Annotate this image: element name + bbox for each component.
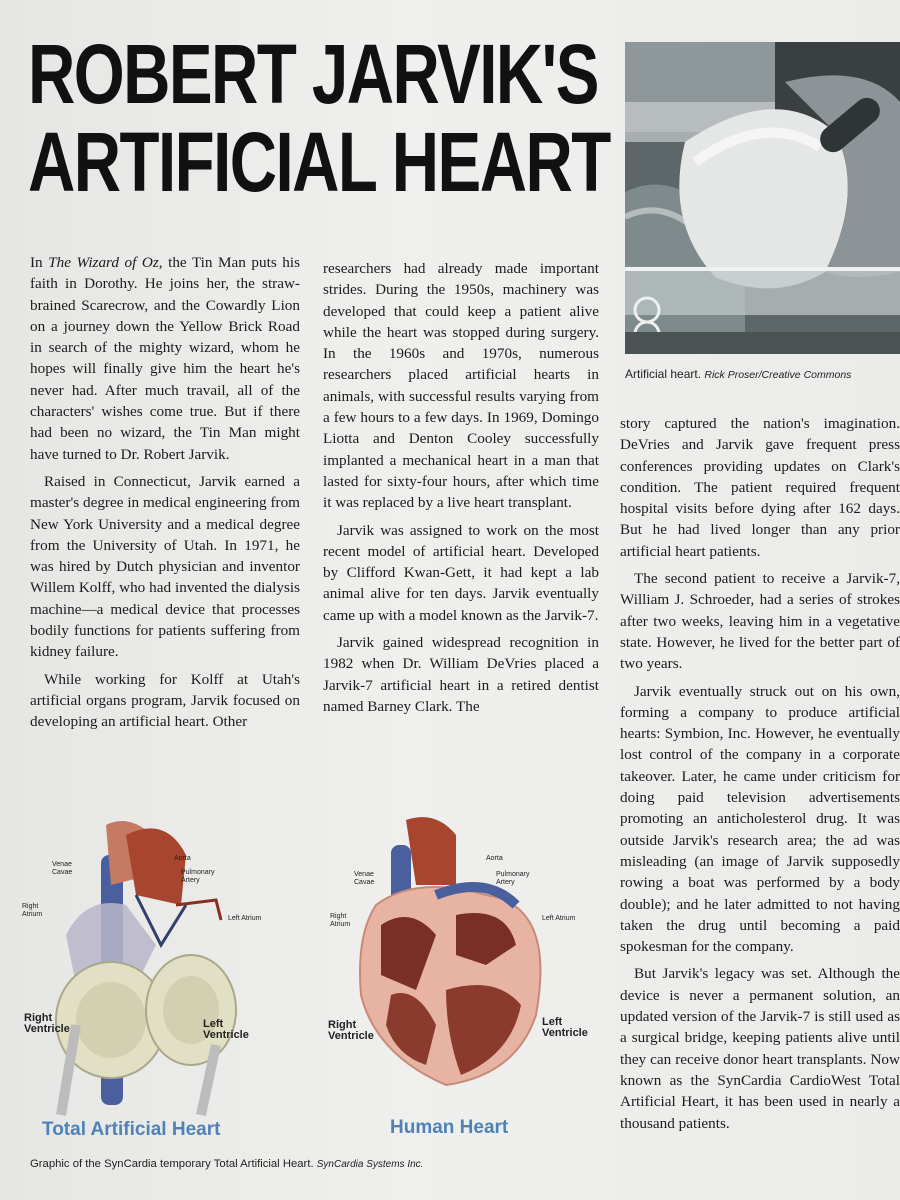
label-left-ventricle-left: Left Ventricle — [203, 1018, 249, 1041]
label-right-atrium-left: Right Atrium — [22, 903, 43, 918]
paragraph-1-body: , the Tin Man puts his faith in Dorothy. He joins her, the straw-brained Scarecrow, and the Cowardly Lion on a journey down the Yellow Brick Road in search of the mighty wizard, whom he hopes will finally give him the heart he's never had. After much travail, all of the characters' wishes come true. But if there had been no wizard, the Tin Man might have turned to Dr. Robert Jarvik. — [30, 254, 301, 463]
human-heart-title: Human Heart — [390, 1117, 509, 1138]
paragraph-1 — [30, 252, 300, 465]
total-artificial-heart-title: Total Artificial Heart — [42, 1119, 221, 1140]
heart-comparison-diagram — [16, 815, 606, 1150]
label-venae-cavae-left: Venae Cavae — [52, 861, 73, 876]
paragraph-9: Jarvik eventually struck out on his own, forming a company to produce artificial hearts: Symbion, Inc. However, he eventually lost control of the company in a corporate takeover. Later, he came under criticism for doing paid television advertisements promoting an anticholesterol drug. It was outside Jarvik's research area; the ad was misleading (an image of Jarvik supposedly rowing a boat was performed by a body double); and he later admitted to not having taken the drug until becoming a paid spokesman for the company. — [620, 682, 900, 956]
label-aorta-left: Aorta — [174, 855, 191, 862]
diagram-caption-text: Graphic of the SynCardia temporary Total Artificial Heart. — [30, 1158, 314, 1170]
paragraph-2: Raised in Connecticut, Jarvik earned a master's degree in medical engineering from New York University and a medical degree from the University of Utah. In 1971, he was hired by Dutch physician and inventor Willem Kolff, who had invented the dialysis machine—a medical device that processes bodily functions for patients suffering from kidney failure. — [30, 472, 300, 661]
label-left-atrium-right: Left Atrium — [542, 915, 576, 922]
text-column-1 — [30, 252, 300, 739]
label-right-atrium-right: Right Atrium — [330, 913, 351, 928]
paragraph-6: Jarvik gained widespread recognition in 1982 when Dr. William DeVries placed a Jarvik-7 artificial heart in a retired dentist named Barney Clark. The — [323, 634, 599, 715]
photo-caption-text: Artificial heart. — [625, 367, 702, 381]
diagram-caption — [30, 1158, 610, 1170]
label-aorta-right: Aorta — [486, 855, 503, 862]
title-line-2: ARTIFICIAL HEART — [28, 115, 610, 209]
book-title: The Wizard of Oz — [48, 254, 159, 271]
text-column-3 — [620, 413, 900, 1140]
paragraph-8: The second patient to receive a Jarvik-7, William J. Schroeder, had a series of strokes after two weeks, leaving him in a vegetative state. However, he lived for the better part of two years. — [620, 570, 900, 673]
text-column-2 — [323, 258, 599, 723]
article-title — [28, 27, 610, 209]
paragraph-4: researchers had already made important strides. During the 1950s, machinery was developed that could keep a patient alive while the heart was stopped during surgery. In the 1960s and 1970s, numerous researchers placed artificial hearts in animals, with successful results varying from a few hours to a few days. In 1969, Domingo Liotta and Denton Cooley successfully implanted a mechanical heart in a man that lasted for sixty-four hours, after which time it was replaced by a live heart transplant. — [323, 260, 599, 512]
paragraph-10: But Jarvik's legacy was set. Although the device is never a permanent solution, an updated version of the Jarvik-7 is still used as a surgical bridge, keeping patients alive until they can receive donor heart transplants. Now known as the SynCardia CardioWest Total Artificial Heart, it has been used in nearly a thousand patients. — [620, 965, 900, 1132]
label-left-ventricle-right: Left Ventricle — [542, 1016, 588, 1039]
photo-credit: Rick Proser/Creative Commons — [704, 369, 852, 381]
title-line-1: ROBERT JARVIK'S — [28, 27, 598, 121]
label-right-ventricle-right: Right Ventricle — [328, 1019, 374, 1042]
photo-caption — [625, 367, 900, 381]
label-pulmonary-artery-right: Pulmonary Artery — [496, 871, 530, 886]
label-left-atrium-left: Left Atrium — [228, 915, 262, 922]
paragraph-7: story captured the nation's imagination. DeVries and Jarvik gave frequent press conferences providing updates on Clark's condition. The patient required frequent hospital visits before dying after 162 days. But he had lived longer than any prior artificial heart patients. — [620, 415, 900, 560]
label-pulmonary-artery-left: Pulmonary Artery — [181, 869, 215, 884]
artificial-heart-photo — [625, 42, 900, 354]
human-heart-illustration — [360, 817, 540, 1085]
paragraph-5: Jarvik was assigned to work on the most recent model of artificial heart. Developed by Clifford Kwan-Gett, it had kept a lab animal alive for ten days. Jarvik eventually came up with a model known as the Jarvik-7. — [323, 521, 599, 624]
diagram-credit: SynCardia Systems Inc. — [316, 1159, 424, 1170]
paragraph-1-lead: In — [30, 254, 49, 271]
paragraph-3: While working for Kolff at Utah's artificial organs program, Jarvik focused on developing an artificial heart. Other — [30, 670, 300, 731]
label-right-ventricle-left: Right Ventricle — [24, 1012, 70, 1035]
label-venae-cavae-right: Venae Cavae — [354, 871, 375, 886]
